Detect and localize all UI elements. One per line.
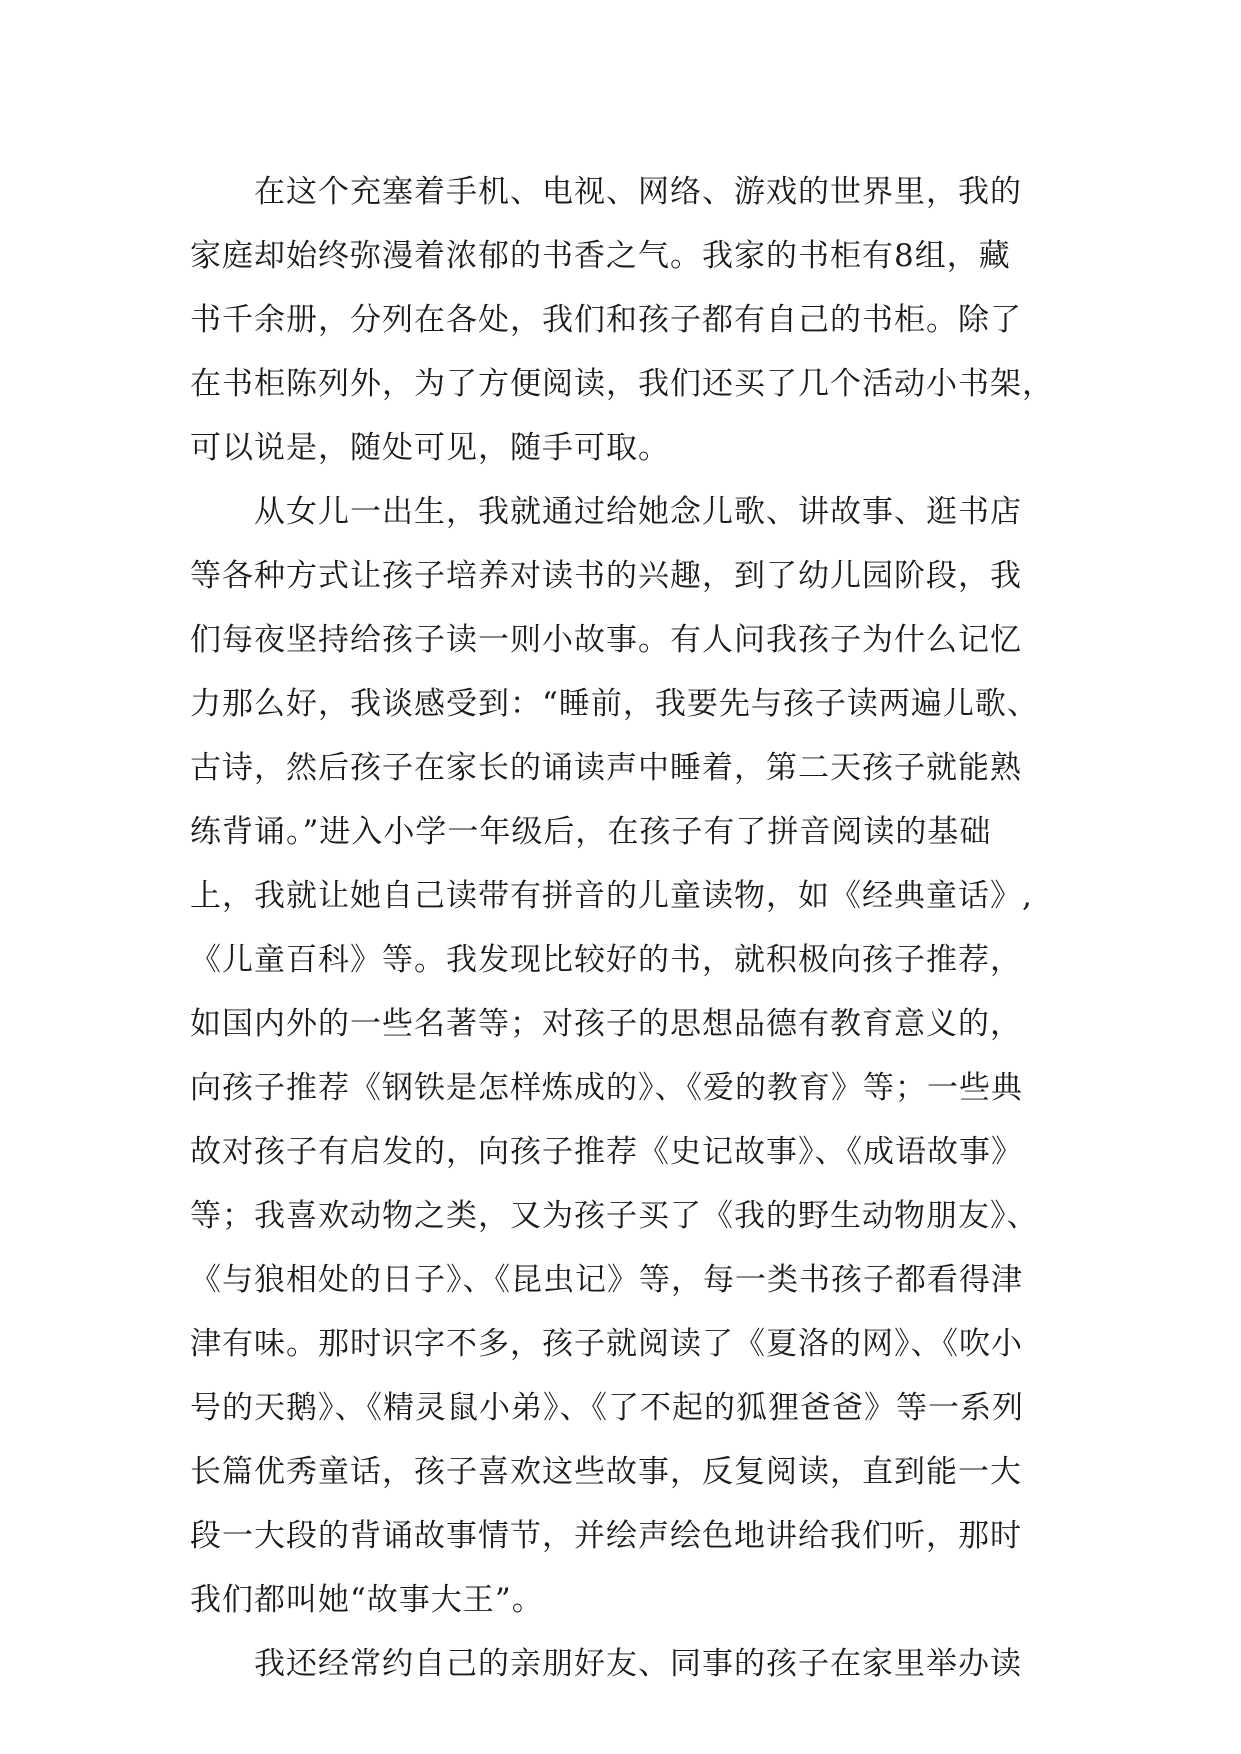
document-body (190, 160, 1070, 1696)
text-line: 我还经常约自己的亲朋好友、同事的孩子在家里举办读 (254, 1646, 1022, 1682)
text-line: 向孩子推荐《钢铁是怎样炼成的》、《爱的教育》等；一些典 (190, 1070, 1023, 1106)
paragraph-2 (190, 480, 1070, 1632)
text-line: 们每夜坚持给孩子读一则小故事。有人问我孩子为什么记忆 (190, 622, 1022, 658)
text-line: 在这个充塞着手机、电视、网络、游戏的世界里，我的 (254, 174, 1022, 210)
paragraph-3 (190, 1632, 1070, 1696)
text-line: 等各种方式让孩子培养对读书的兴趣，到了幼儿园阶段，我 (190, 558, 1022, 594)
text-line: 段一大段的背诵故事情节，并绘声绘色地讲给我们听，那时 (190, 1518, 1022, 1554)
text-line: 上，我就让她自己读带有拼音的儿童读物，如《经典童话》, (190, 878, 1033, 914)
text-line: 《与狼相处的日子》、《昆虫记》等，每一类书孩子都看得津 (190, 1262, 1023, 1298)
text-line: 家庭却始终弥漫着浓郁的书香之气。我家的书柜有8组，藏 (190, 238, 1011, 274)
text-line: 号的天鹅》、《精灵鼠小弟》、《了不起的狐狸爸爸》等一系列 (190, 1390, 1024, 1426)
text-line: 故对孩子有启发的，向孩子推荐《史记故事》、《成语故事》 (190, 1134, 1023, 1170)
text-line: 长篇优秀童话，孩子喜欢这些故事，反复阅读，直到能一大 (190, 1454, 1022, 1490)
text-line: 练背诵。”进入小学一年级后，在孩子有了拼音阅读的基础 (190, 814, 992, 850)
text-line: 我们都叫她“故事大王”。 (190, 1582, 544, 1618)
text-line: 力那么好，我谈感受到：“睡前，我要先与孩子读两遍儿歌、 (190, 686, 1039, 722)
text-line: 等；我喜欢动物之类，又为孩子买了《我的野生动物朋友》、 (190, 1198, 1039, 1234)
text-line: 如国内外的一些名著等；对孩子的思想品德有教育意义的， (190, 1006, 1022, 1042)
text-line: 在书柜陈列外，为了方便阅读，我们还买了几个活动小书架， (190, 366, 1054, 402)
text-line: 《儿童百科》等。我发现比较好的书，就积极向孩子推荐， (190, 942, 1022, 978)
text-line: 从女儿一出生，我就通过给她念儿歌、讲故事、逛书店 (254, 494, 1022, 530)
text-line: 可以说是，随处可见，随手可取。 (190, 430, 670, 466)
paragraph-1 (190, 160, 1070, 480)
text-line: 津有味。那时识字不多，孩子就阅读了《夏洛的网》、《吹小 (190, 1326, 1023, 1362)
text-line: 古诗，然后孩子在家长的诵读声中睡着，第二天孩子就能熟 (190, 750, 1022, 786)
text-line: 书千余册，分列在各处，我们和孩子都有自己的书柜。除了 (190, 302, 1022, 338)
